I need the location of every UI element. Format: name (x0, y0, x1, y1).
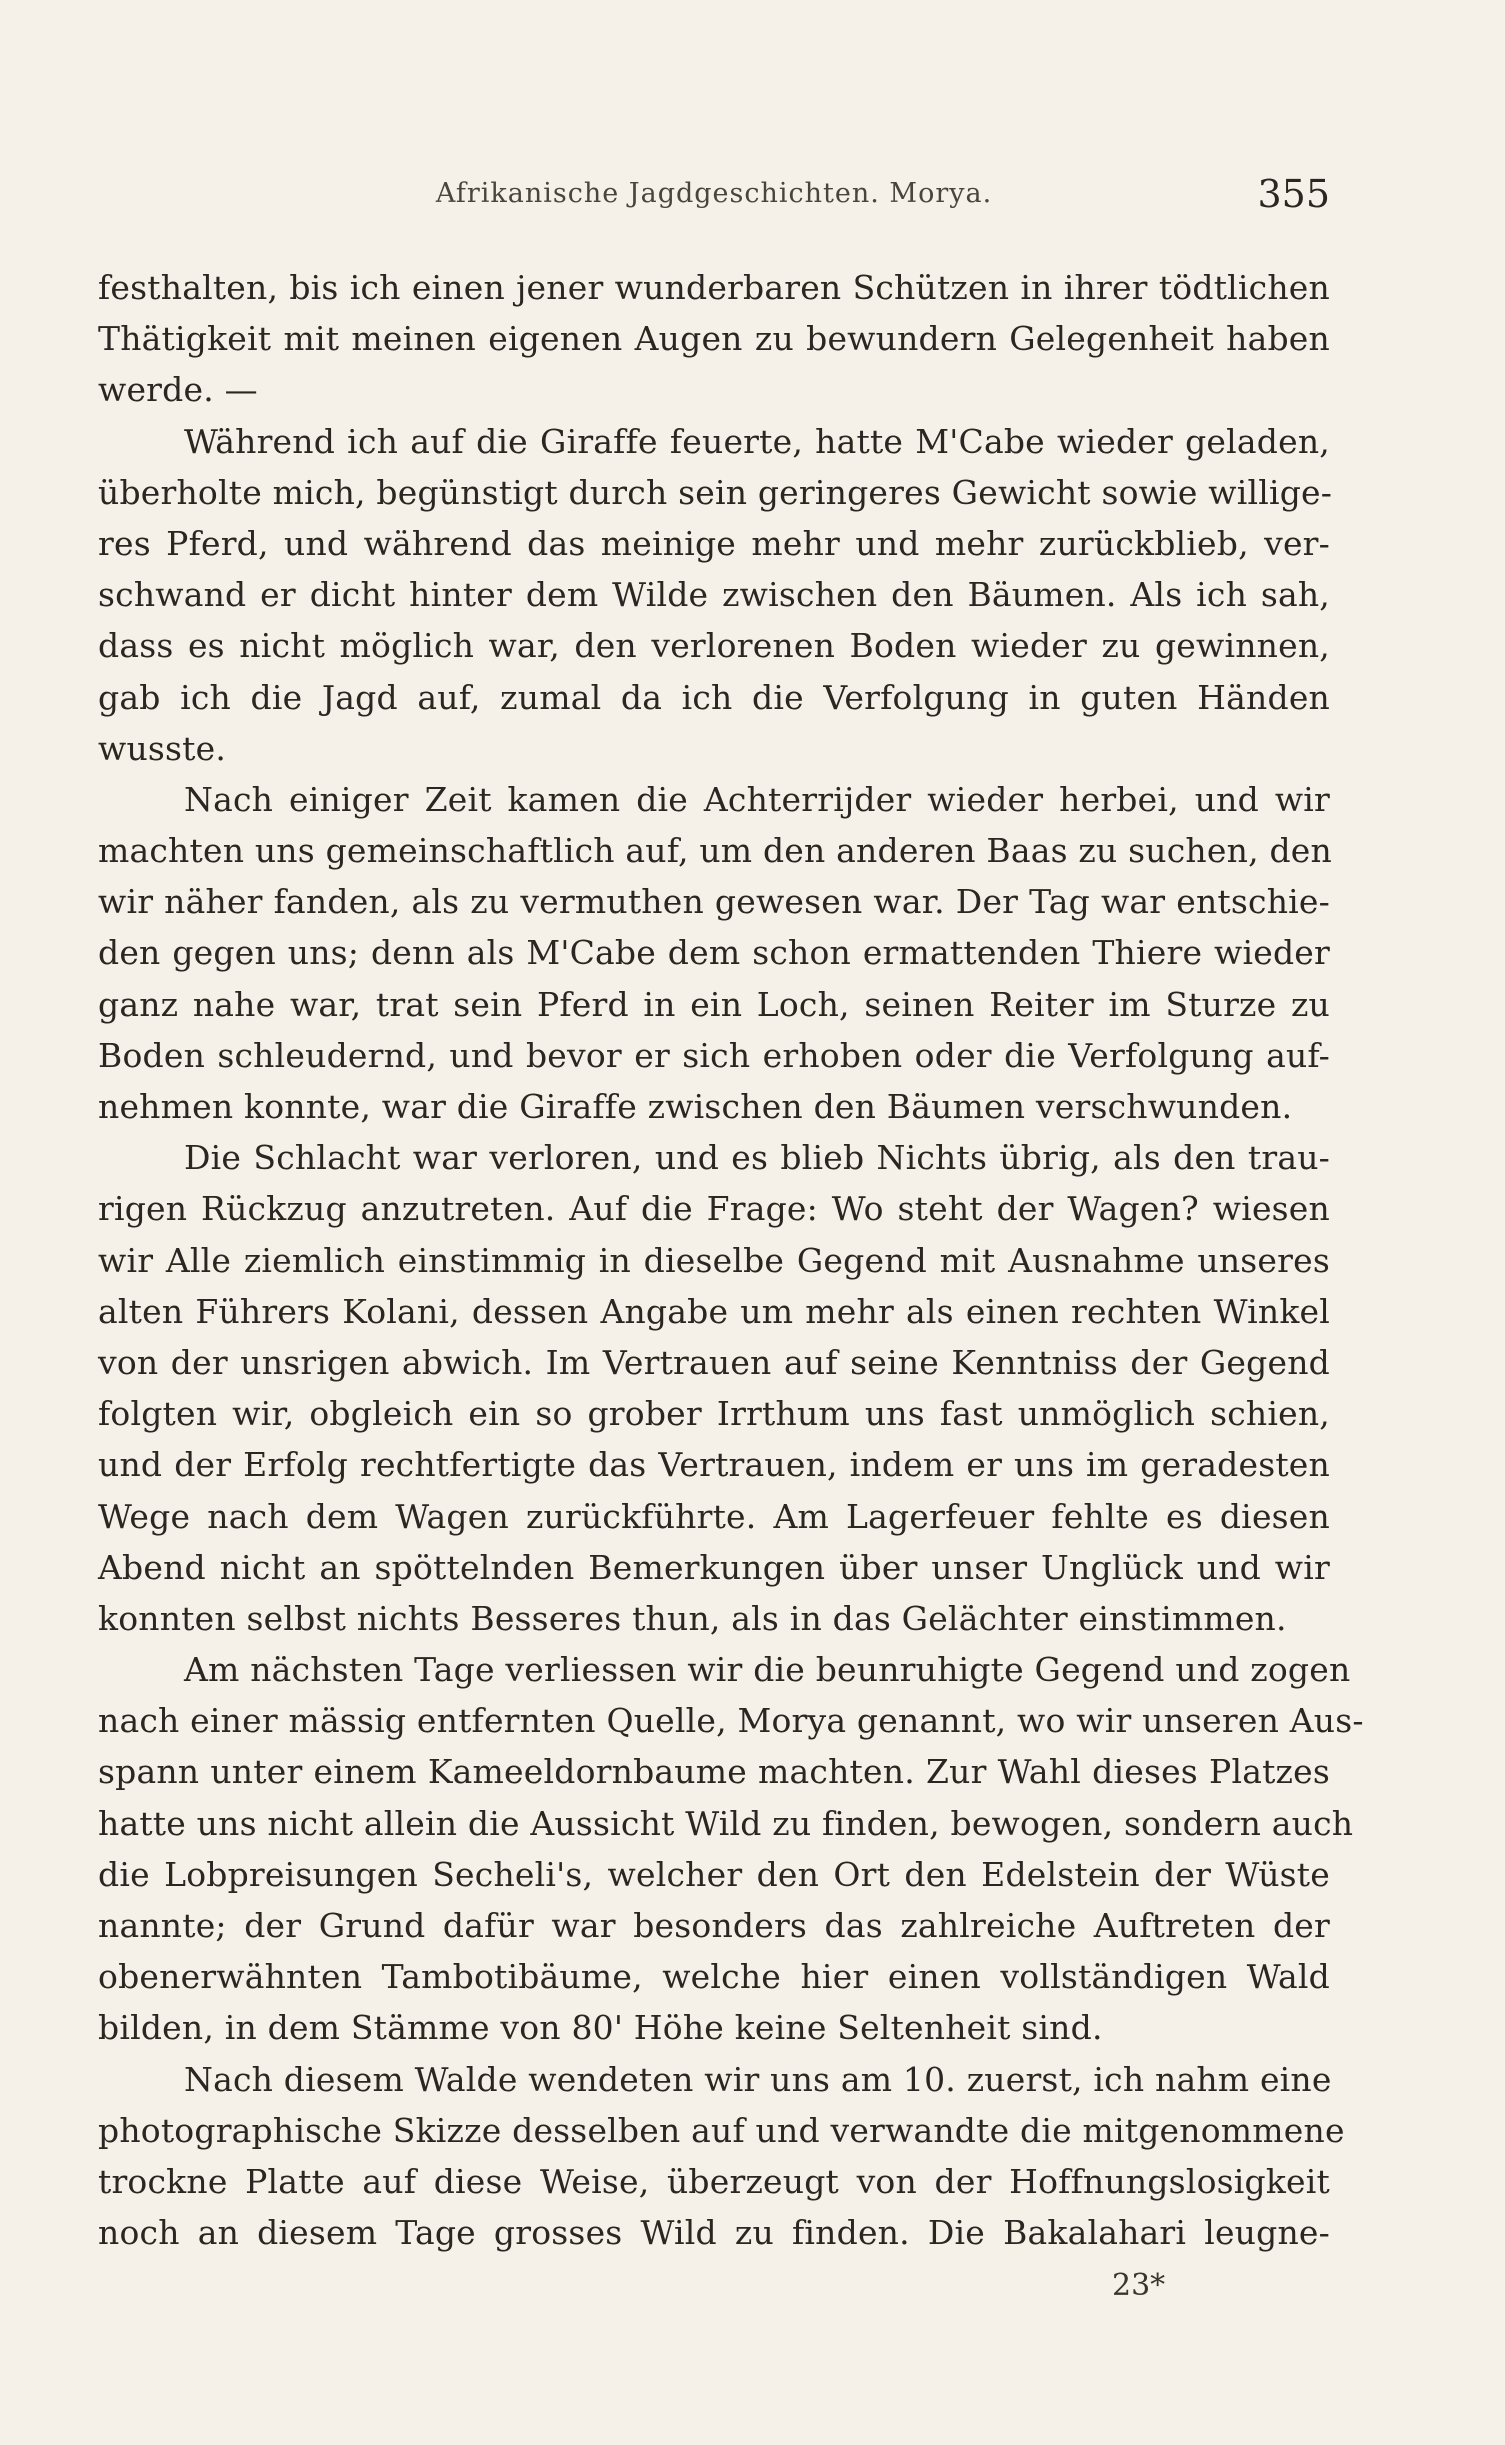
text-line: noch an diesem Tage grosses Wild zu finden. Die Bakalahari leugne- (98, 2213, 1330, 2253)
text-line: obenerwähnten Tambotibäume, welche hier einen vollständigen Wald (98, 1957, 1330, 1997)
text-line: Nach einiger Zeit kamen die Achterrijder wieder herbei, und wir (184, 779, 1330, 819)
text-line: von der unsrigen abwich. Im Vertrauen auf seine Kenntniss der Gegend (98, 1342, 1330, 1382)
text-line: Boden schleudernd, und bevor er sich erhoben oder die Verfolgung auf- (98, 1035, 1330, 1075)
signature-mark: 23* (1112, 2268, 1166, 2303)
text-line: nehmen konnte, war die Giraffe zwischen den Bäumen verschwunden. (98, 1087, 1293, 1126)
text-line: trockne Platte auf diese Weise, überzeugt von der Hoffnungslosigkeit (98, 2161, 1330, 2201)
text-line: wir Alle ziemlich einstimmig in dieselbe Gegend mit Ausnahme unseres (98, 1240, 1330, 1280)
text-line: festhalten, bis ich einen jener wunderbaren Schützen in ihrer tödtlichen (98, 268, 1330, 307)
text-line: Nach diesem Walde wendeten wir uns am 10. zuerst, ich nahm eine (184, 2059, 1332, 2099)
text-line: wir näher fanden, als zu vermuthen gewesen war. Der Tag war entschie- (98, 882, 1330, 922)
text-line: die Lobpreisungen Secheli's, welcher den Ort den Edelstein der Wüste (98, 1854, 1330, 1894)
text-line: hatte uns nicht allein die Aussicht Wild zu finden, bewogen, sondern auch (98, 1803, 1354, 1843)
text-line: werde. — (98, 370, 258, 410)
text-line: überholte mich, begünstigt durch sein geringeres Gewicht sowie willige- (98, 472, 1333, 512)
running-title: Afrikanische Jagdgeschichten. Morya. (435, 178, 993, 209)
text-line: alten Führers Kolani, dessen Angabe um mehr als einen rechten Winkel (98, 1291, 1330, 1331)
text-line: photographische Skizze desselben auf und verwandte die mitgenommene (98, 2110, 1345, 2150)
text-line: folgten wir, obgleich ein so grober Irrthum uns fast unmöglich schien, (98, 1394, 1330, 1434)
text-line: spann unter einem Kameeldornbaume machten. Zur Wahl dieses Platzes (98, 1752, 1330, 1792)
text-line: Abend nicht an spöttelnden Bemerkungen über unser Unglück und wir (98, 1547, 1330, 1587)
text-line: nach einer mässig entfernten Quelle, Morya genannt, wo wir unseren Aus- (98, 1701, 1364, 1741)
text-line: gab ich die Jagd auf, zumal da ich die Verfolgung in guten Händen (98, 677, 1330, 717)
text-line: und der Erfolg rechtfertigte das Vertrauen, indem er uns im geradesten (98, 1445, 1330, 1485)
text-line: rigen Rückzug anzutreten. Auf die Frage: Wo steht der Wagen? wiesen (98, 1189, 1330, 1229)
text-line: nannte; der Grund dafür war besonders das zahlreiche Auftreten der (98, 1906, 1330, 1945)
body-text (98, 262, 1364, 2258)
text-line: bilden, in dem Stämme von 80' Höhe keine Seltenheit sind. (98, 2008, 1103, 2048)
text-line: Am nächsten Tage verliessen wir die beunruhigte Gegend und zogen (184, 1650, 1351, 1690)
text-line: konnten selbst nichts Besseres thun, als in das Gelächter einstimmen. (98, 1598, 1287, 1638)
text-line: Wege nach dem Wagen zurückführte. Am Lagerfeuer fehlte es diesen (98, 1496, 1330, 1536)
text-line: schwand er dicht hinter dem Wilde zwischen den Bäumen. Als ich sah, (98, 575, 1330, 615)
text-line: dass es nicht möglich war, den verlorenen Boden wieder zu gewinnen, (98, 626, 1330, 666)
text-line: ganz nahe war, trat sein Pferd in ein Loch, seinen Reiter im Sturze zu (98, 984, 1330, 1024)
text-line: Thätigkeit mit meinen eigenen Augen zu bewundern Gelegenheit haben (98, 319, 1330, 359)
page-number: 355 (1257, 172, 1330, 216)
text-line: machten uns gemeinschaftlich auf, um den anderen Baas zu suchen, den (98, 831, 1332, 871)
text-line: den gegen uns; denn als M'Cabe dem schon ermattenden Thiere wieder (98, 933, 1330, 973)
text-line: res Pferd, und während das meinige mehr und mehr zurückblieb, ver- (98, 523, 1330, 563)
text-line: wusste. (98, 728, 227, 768)
text-line: Die Schlacht war verloren, und es blieb Nichts übrig, als den trau- (184, 1138, 1330, 1178)
page-header (98, 172, 1330, 226)
text-line: Während ich auf die Giraffe feuerte, hatte M'Cabe wieder geladen, (184, 421, 1330, 461)
